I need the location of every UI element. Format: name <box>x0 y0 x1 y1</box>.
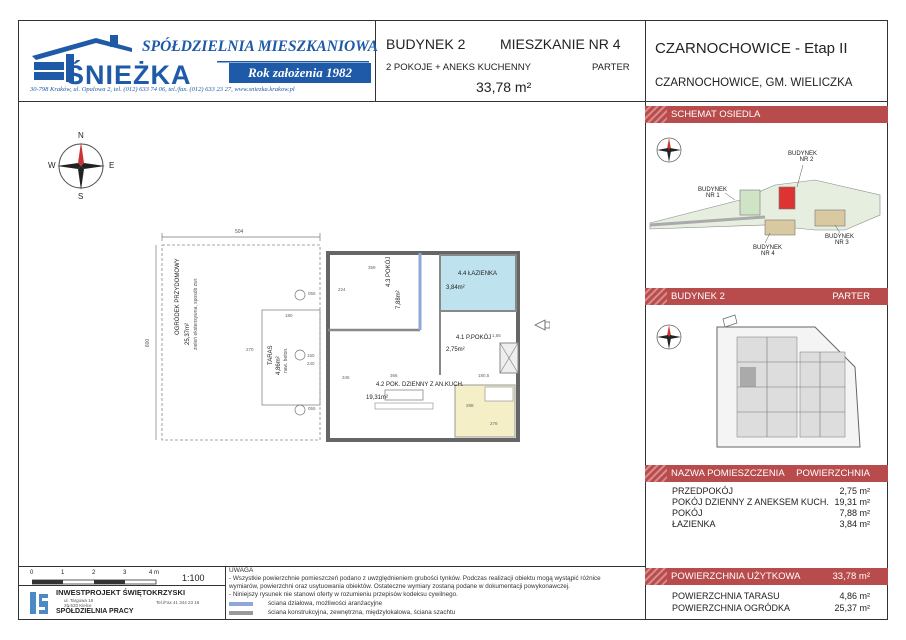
company-year: Rok założenia 1982 <box>229 63 371 83</box>
scale-divider <box>18 585 225 586</box>
building-bar <box>645 288 888 305</box>
site-label-b1: BUDYNEK NR 1 <box>698 187 728 199</box>
terrace-area-row: POWIERZCHNIA TARASU 4,86 m² <box>672 591 870 601</box>
project-title: CZARNOCHOWICE - Etap II <box>655 40 848 57</box>
room-4-3-area: 7,88m² <box>396 290 402 309</box>
room-4-2-area: 19,31m² <box>366 395 389 401</box>
site-label-b4: BUDYNEK NR 4 <box>753 245 783 257</box>
building-section-floor: PARTER <box>832 291 870 302</box>
designer-addr2: 25-520 Kielce <box>64 603 92 608</box>
compass-w: W <box>48 161 56 170</box>
building-section-title: BUDYNEK 2 <box>671 291 725 302</box>
terrace-area: 4,86m² <box>276 356 282 375</box>
apartment-label: MIESZKANIE NR 4 <box>500 36 621 52</box>
room-row-room: POKÓJ 7,88 m² <box>672 508 870 518</box>
footer-top-line <box>18 566 645 567</box>
notes-title: UWAGA <box>229 567 254 574</box>
room-row-hall: PRZEDPOKÓJ 2,75 m² <box>672 486 870 496</box>
dim-288: 288 <box>466 403 474 408</box>
notes-line-1: - Wszystkie powierzchnie pomieszczeń podano z uwzględnieniem grubości tynków. Podczas realizacji obiektu mogą wystąpić różnice <box>229 575 601 582</box>
compass-s: S <box>78 192 84 201</box>
dim-270: 270 <box>246 347 254 352</box>
rooms-description: 2 POKOJE + ANEKS KUCHENNY <box>386 62 531 73</box>
compass-n: N <box>78 131 84 140</box>
dim-180: 180 <box>285 313 293 318</box>
compass-e: E <box>109 161 115 170</box>
building-schema <box>645 307 888 463</box>
scale-tick-1: 1 <box>61 570 65 576</box>
legend-partition: ściana działowa, możliwości aranżacyjne <box>268 600 383 607</box>
scale-tick-0: 0 <box>30 570 34 576</box>
floor-plan <box>145 225 550 450</box>
scale-tick-2: 2 <box>92 570 96 576</box>
site-schema-title: SCHEMAT OSIEDLA <box>671 109 761 120</box>
notes-line-2: wymiarów, powierzchni oraz usytuowania obiektów. Ostateczne wymiary zostaną podane w dokumentacji powykonawczej. <box>229 583 570 590</box>
legend-swatch-partition <box>229 602 253 606</box>
site-schema-bar <box>645 106 888 123</box>
dim-055-b: 055 <box>308 406 316 411</box>
project-location: CZARNOCHOWICE, GM. WIELICZKA <box>655 77 853 89</box>
designer-addr1: ul. Targowa 18 <box>64 598 94 603</box>
dim-055-a: 055 <box>308 291 316 296</box>
notes-line-3: - Niniejszy rysunek nie stanowi oferty w rozumieniu przepisów kodeksu cywilnego. <box>229 591 458 598</box>
room-4-2-label: 4.2 POK. DZIENNY Z AN.KUCH. <box>376 382 464 388</box>
site-map-drawing <box>645 125 888 285</box>
garden-area: 25,37m² <box>185 322 191 345</box>
usable-area-bar <box>645 568 888 585</box>
dim-top: 504 <box>235 229 244 235</box>
legend-swatch-structural <box>229 611 253 615</box>
legend-structural: ściana konstrukcyjna, zewnętrzna, międzylokalowa, ściana szachtu <box>268 609 456 616</box>
company-name: SPÓŁDZIELNIA MIESZKANIOWA <box>142 38 379 55</box>
garden-area-row: POWIERZCHNIA OGRÓDKA 25,37 m² <box>672 603 870 613</box>
terrace-label: TARAS <box>268 345 274 365</box>
designer-name: INWESTPROJEKT ŚWIĘTOKRZYSKI <box>56 588 186 597</box>
room-4-4-area: 3,84m² <box>446 285 465 291</box>
scale-tick-3: 3 <box>123 570 127 576</box>
garden-note: zieleń ekstensywna, sposób zwr. <box>193 277 199 350</box>
room-row-bathroom: ŁAZIENKA 3,84 m² <box>672 519 870 529</box>
scale-ratio: 1:100 <box>182 573 205 583</box>
rooms-table-col1: NAZWA POMIESZCZENIA <box>671 468 785 479</box>
room-4-1-label: 4.1 P.POKÓJ <box>456 335 492 341</box>
dim-345: 345 <box>342 375 350 380</box>
room-4-1-area: 2,75m² <box>446 347 465 353</box>
rooms-table-bar <box>645 465 888 482</box>
dim-366: 366 <box>390 373 398 378</box>
designer-phone: Tel./Fax 41 344 23 16 <box>156 600 200 605</box>
scale-tick-4: 4 m <box>149 570 160 576</box>
dim-150: 150 <box>307 353 315 358</box>
dim-224: 224 <box>338 287 346 292</box>
dim-180-5: 180,5 <box>478 373 490 378</box>
floor-label: PARTER <box>592 62 630 73</box>
dim-240: 240 <box>307 361 315 366</box>
site-schema <box>645 125 888 285</box>
compass-rose <box>45 130 125 204</box>
company-logo <box>22 24 379 100</box>
room-row-living: POKÓJ DZIENNY Z ANEKSEM KUCH. 19,31 m² <box>672 497 870 507</box>
building-label: BUDYNEK 2 <box>386 36 466 52</box>
rooms-table-col2: POWIERZCHNIA <box>796 468 870 479</box>
designer-block <box>26 588 222 618</box>
apartment-area: 33,78 m² <box>476 79 532 95</box>
designer-sub: SPÓŁDZIELNIA PRACY <box>56 608 134 615</box>
room-4-3-id: 4.3 POKÓJ <box>386 256 392 287</box>
dim-359: 359 <box>368 265 376 270</box>
dim-left: 600 <box>145 338 152 348</box>
usable-area-value: 33,78 m² <box>832 571 870 582</box>
site-label-b3: BUDYNEK NR 3 <box>825 234 855 246</box>
building-plan-drawing <box>645 307 888 463</box>
company-brand: ŚNIEŻKA <box>66 60 192 90</box>
site-label-b2: BUDYNEK NR 2 <box>788 151 818 163</box>
room-4-4-label: 4.4 ŁAZIENKA <box>458 271 498 277</box>
garden-label: OGRÓDEK PRZYDOMOWY <box>175 258 181 335</box>
terrace-note: naw. beton. <box>283 347 289 373</box>
designer-logo-icon <box>28 590 50 616</box>
scale-bar <box>30 570 225 586</box>
footer-divider <box>225 566 226 620</box>
usable-area-label: POWIERZCHNIA UŻYTKOWA <box>671 571 801 582</box>
company-address: 30-798 Kraków, ul. Opalowa 2, tel. (012) 633 74 06, tel./fax. (012) 633 23 27, www.sniezka.krakow.pl <box>30 86 295 93</box>
header-divider <box>375 20 376 102</box>
dim-276: 276 <box>490 421 498 426</box>
dim-1-56: 1,56 <box>492 333 501 338</box>
